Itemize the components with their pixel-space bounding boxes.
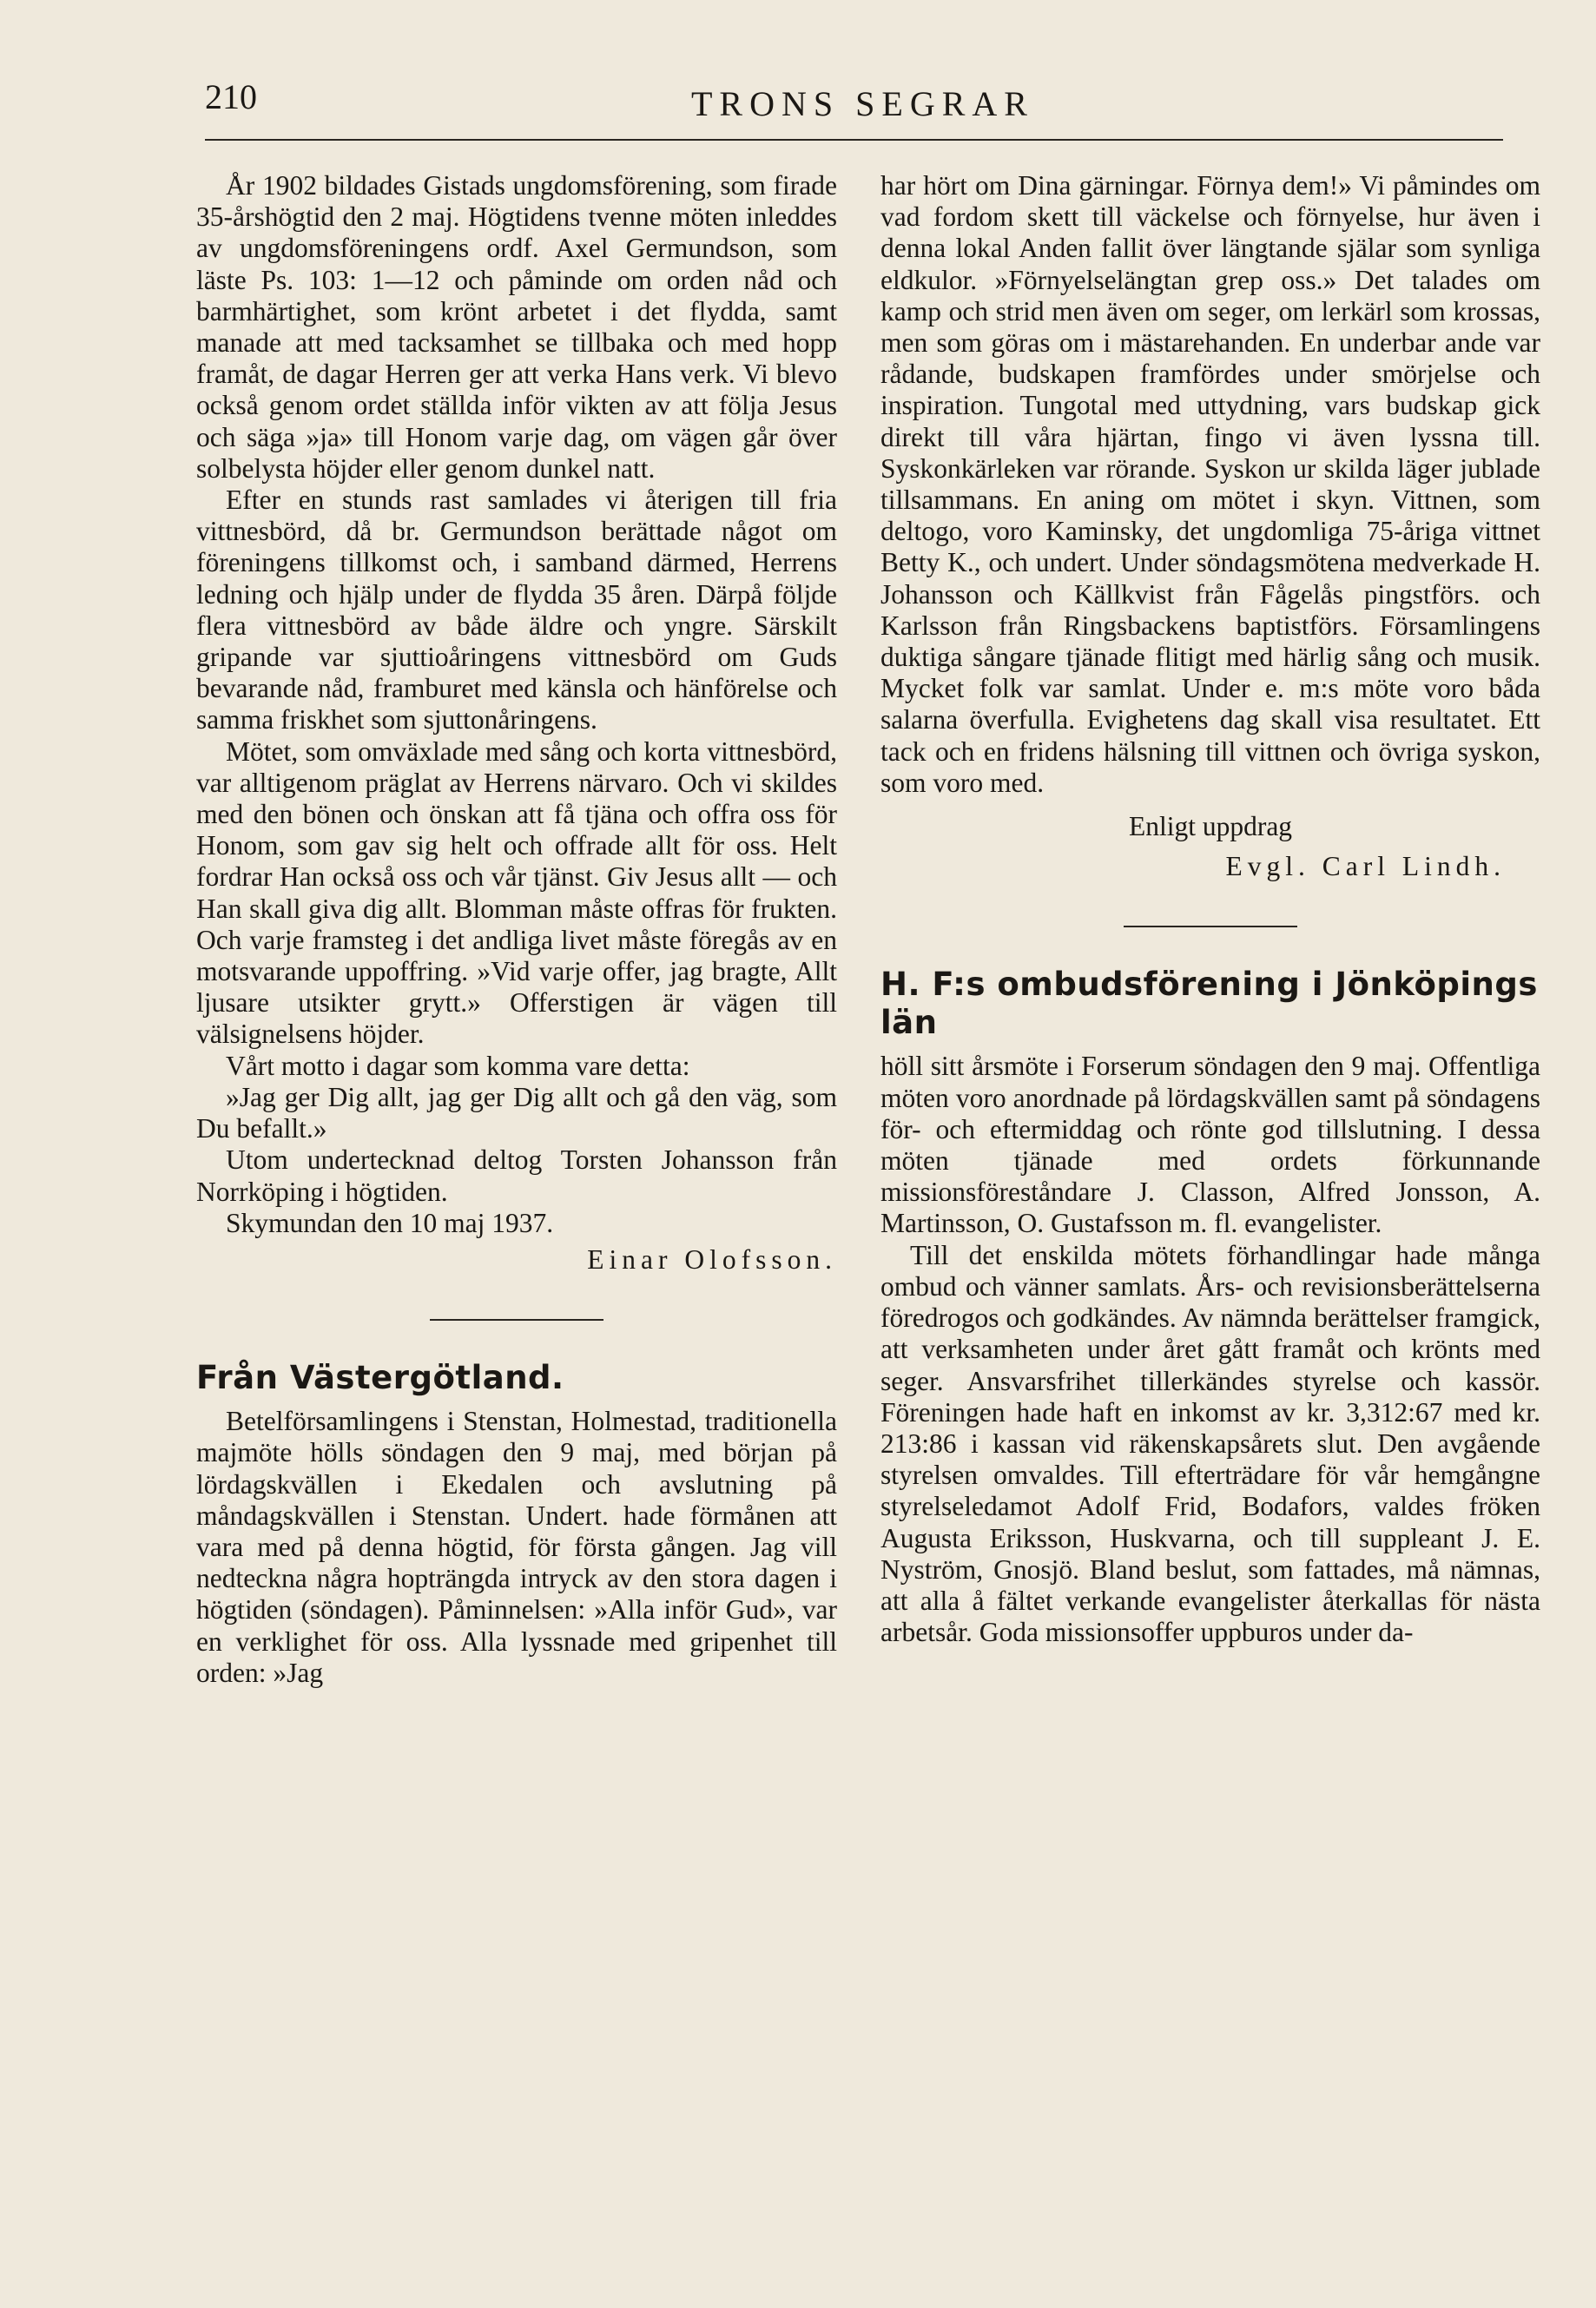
section-divider: [1124, 926, 1297, 927]
running-title: TRONS SEGRAR: [691, 84, 1034, 123]
left-column: [196, 170, 837, 1689]
header-rule: [205, 139, 1503, 141]
dateline: Skymundan den 10 maj 1937.: [226, 1207, 554, 1238]
article-paragraph: Betelförsamlingens i Stenstan, Holmestad, traditionella majmöte hölls söndagen den 9 maj, med början på lördagskvällen i Ekedalen och avslutning på måndagskvällen i Stenstan. Undert. hade förmånen att vara med på denna högtid, för första gången. Jag vill nedteckna några hopträngda intryck av den stora dagen i högtiden (söndagen). Påminnelsen: »Alla inför Gud», var en verklighet för oss. Alla lyssnade med gripenhet till orden: »Jag: [196, 1406, 837, 1688]
article-paragraph: Till det enskilda mötets förhandlingar hade många ombud och vänner samlats. Års- och revisionsberättelserna föredrogos och godkändes. Av nämnda berättelser framgick, att verksamheten under året gått framåt och krönts med seger. Ansvarsfrihet tillerkändes styrelse och kassör. Föreningen hade haft en inkomst av kr. 3,312:67 med kr. 213:86 i kassan vid räkenskapsårets slut. Den avgående styrelsen omvaldes. Till efterträdare för vår hemgångne styrelseledamot Adolf Frid, Bodafors, valdes fröken Augusta Eriksson, Huskvarna, och till suppleant J. E. Nyström, Gnosjö. Bland beslut, som fattades, må nämnas, att alla å fältet verkande evangelister återkallas för nästa arbetsår. Goda missionsoffer uppburos under da-: [880, 1239, 1540, 1648]
section-divider: [430, 1319, 603, 1321]
article-paragraph: Mötet, som omväxlade med sång och korta vittnesbörd, var alltigenom präglat av Herrens närvaro. Och vi skildes med den bönen och önskan att få tjäna och offra oss för Honom, som gav sig helt och offrade allt för oss. Helt fordrar Han också oss och vår tjänst. Giv Jesus allt — och Han skall giva dig allt. Blomman måste offras för frukten. Och varje framsteg i det andliga livet måste föregås av en motsvarande uppoffring. »Vid varje offer, jag bragte, Allt ljusare utsikter grytt.» Offerstigen är vägen till välsignelsens höjder.: [196, 735, 837, 1050]
section-heading: Från Västergötland.: [196, 1359, 564, 1397]
article-paragraph: höll sitt årsmöte i Forserum söndagen den 9 maj. Offentliga möten voro anordnade på lördagskvällen samt på söndagens för- och eftermiddag och rönte god tillslutning. I dessa möten tjänade med ordets förkunnande missionsföreståndare J. Classon, Alfred Jonsson, A. Martinsson, O. Gustafsson m. fl. evangelister.: [880, 1051, 1540, 1239]
section-heading: H. F:s ombudsförening i Jönköpings län: [880, 966, 1538, 1042]
page-header: [205, 71, 1503, 141]
right-column: [880, 170, 1540, 1648]
signature-line: Enligt uppdrag: [1128, 811, 1293, 842]
article-paragraph: Efter en stunds rast samlades vi återigen till fria vittnesbörd, då br. Germundson berättade något om föreningens tillkomst och, i samband därmed, Herrens ledning och hjälp under de flydda 35 åren. Därpå följde flera vittnesbörd av både äldre och yngre. Särskilt gripande var sjuttioåringens vittnesbörd om Guds bevarande nåd, framburet med känsla och hänförelse och samma friskhet som sjuttonåringens.: [196, 485, 837, 735]
article-paragraph: Utom undertecknad deltog Torsten Johansson från Norrköping i högtiden.: [196, 1144, 837, 1207]
page-number: 210: [205, 77, 257, 116]
author-signature: Evgl. Carl Lindh.: [1225, 851, 1506, 882]
article-paragraph: Vårt motto i dagar som komma vare detta:: [226, 1050, 690, 1081]
article-paragraph: År 1902 bildades Gistads ungdomsförening, som firade 35-årshögtid den 2 maj. Högtidens tvenne möten inleddes av ungdomsföreningens ordf. Axel Germundson, som läste Ps. 103: 1—12 och påminde om orden nåd och barmhärtighet, som krönt arbetet i det flydda, samt manade att med tacksamhet se tillbaka och med hopp framåt, de dagar Herren ger att verka Hans verk. Vi blevo också genom ordet ställda inför vikten av att följa Jesus och säga »ja» till Honom varje dag, om vägen går över solbelysta höjder eller genom dunkel natt.: [196, 170, 837, 484]
motto-quote: »Jag ger Dig allt, jag ger Dig allt och gå den väg, som Du befallt.»: [196, 1081, 837, 1144]
author-signature: Einar Olofsson.: [587, 1243, 837, 1275]
article-paragraph: har hört om Dina gärningar. Förnya dem!» Vi påmindes om vad fordom skett till väckelse och förnyelse, hur även i denna lokal Anden fallit över längtande själar som synliga eldkulor. »Förnyelselängtan grep oss.» Det talades om kamp och strid men även om seger, om lerkärl som krossas, men som göras om i mästarehanden. En underbar ande var rådande, budskapen framfördes under smörjelse och inspiration. Tungotal med uttydning, vars budskap gick direkt till våra hjärtan, fingo vi även lyssna till. Syskonkärleken var rörande. Syskon ur skilda läger jublade tillsammans. En aning om mötet i skyn. Vittnen, som deltogo, voro Kaminsky, det ungdomliga 75-åriga vittnet Betty K., och undert. Under söndagsmötena medverkade H. Johansson och Källkvist från Fågelås pingstförs. och Karlsson från Ringsbackens baptistförs. Församlingens duktiga sångare tjänade flitigt med härlig sång och musik. Mycket folk var samlat. Under e. m:s möte voro båda salarna överfulla. Evighetens dag skall visa resultatet. Ett tack och en fridens hälsning till vittnen och övriga syskon, som voro med.: [880, 170, 1540, 798]
